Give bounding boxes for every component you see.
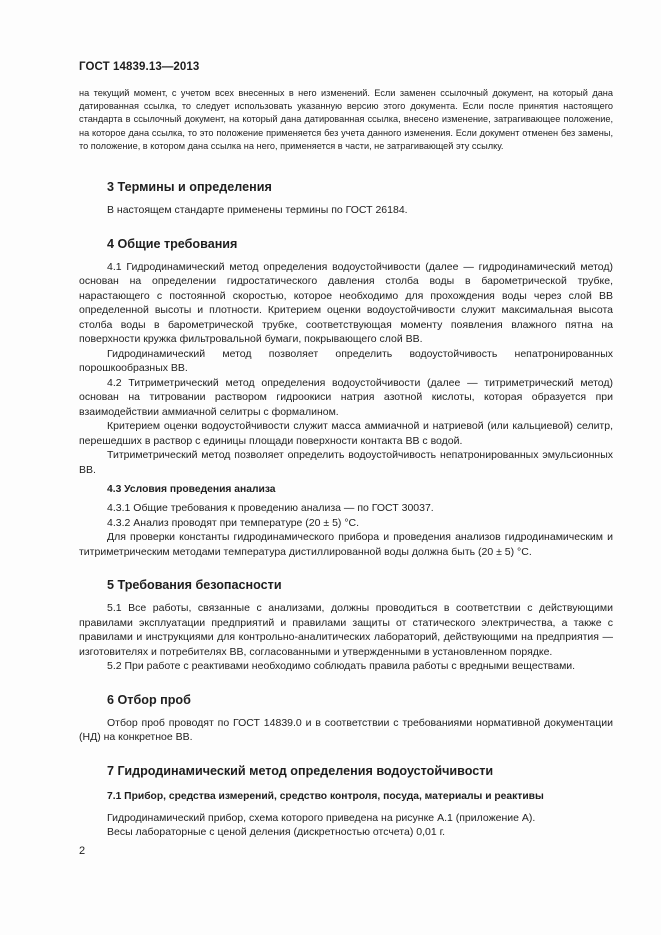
paragraph-5-1: 5.1 Все работы, связанные с анализами, должны проводиться в соответствии с действующими правилами эксплуатации предприятий и правилами защиты от статического электричества, а также с правилами и инструкциями для контрольно-аналитических лабораторий, действующими на предприятия — изготовителях и потребителях ВВ, согласованными и утвержденными в установленном порядке. [79,602,613,658]
section-3-title: 3 Термины и определения [107,180,272,195]
subsection-7-1-title: 7.1 Прибор, средства измерений, средство контроля, посуда, материалы и реактивы [107,790,544,802]
section-3-paragraph: В настоящем стандарте применены термины по ГОСТ 26184. [107,204,408,217]
paragraph-4-3-1: 4.3.1 Общие требования к проведению анализа — по ГОСТ 30037. [107,502,434,515]
section-6-paragraph: Отбор проб проводят по ГОСТ 14839.0 и в соответствии с требованиями нормативной документации (НД) на конкретное ВВ. [79,716,613,744]
paragraph-4-2-criterion: Критерием оценки водоустойчивости служит масса аммиачной и натриевой (или кальциевой) селитр, перешедших в раствор с единицы площади поверхности контакта ВВ с водой. [79,420,613,447]
paragraph-4-2-titri: Титриметрический метод позволяет определить водоустойчивость непатронированных эмульсионных ВВ. [79,449,613,476]
paragraph-4-1-hydro: Гидродинамический метод позволяет определить водоустойчивость непатронированных порошкообразных ВВ. [79,347,613,375]
paragraph-7-1-device: Гидродинамический прибор, схема которого приведена на рисунке А.1 (приложение А). [107,811,536,824]
paragraph-4-1: 4.1 Гидродинамический метод определения водоустойчивости (далее — гидродинамический метод) основан на определении гидростатического давления столба воды в барометрической трубке, нарастающего с постоянной скоростью, которое необходимо для прохождения воды через слой ВВ определенной высоты и плотности. Критерием оценки водоустойчивости служит максимальная высота столба воды в барометрической трубке, соответствующая моменту появления влажного пятна на поверхности кружка фильтровальной бумаги, покрывающего слой ВВ. [79,260,613,346]
section-4-title: 4 Общие требования [107,236,238,251]
section-7-title: 7 Гидродинамический метод определения водоустойчивости [107,763,494,778]
page-number: 2 [79,845,86,857]
intro-paragraph: на текущий момент, с учетом всех внесенных в него изменений. Если заменен ссылочный документ, на который дана датированная ссылка, то следует использовать указанную версию этого документа. Если после принятия настоящего стандарта в ссылочный документ, на который дана датированная ссылка, внесено изменение, затрагивающее положение, на которое дана ссылка, то это положение применяется без учета данного изменения. Если документ отменен без замены, то положение, в котором дана ссылка на него, применяется в части, не затрагивающей эту ссылку. [79,88,613,151]
document-body [79,87,613,840]
paragraph-4-3-2: 4.3.2 Анализ проводят при температуре (20 ± 5) °С. [107,516,360,529]
subsection-4-3-title: 4.3 Условия проведения анализа [107,484,276,496]
paragraph-5-2: 5.2 При работе с реактивами необходимо соблюдать правила работы с вредными веществами. [107,660,576,673]
section-5-title: 5 Требования безопасности [107,578,282,593]
paragraph-7-1-scales: Весы лабораторные с ценой деления (дискретностью отсчета) 0,01 г. [107,826,446,839]
paragraph-4-2: 4.2 Титриметрический метод определения водоустойчивости (далее — титриметрический метод) основан на титровании раствором гидроокиси натрия азотной кислоты, которая образуется при взаимодействии аммиачной селитры с формалином. [79,376,613,418]
section-6-title: 6 Отбор проб [107,692,191,707]
paragraph-4-3-2-temp: Для проверки константы гидродинамического прибора и проведения анализов гидродинамическим и титриметрическим методами температура дистиллированной воды должна быть (20 ± 5) °С. [79,531,613,558]
document-header: ГОСТ 14839.13—2013 [79,61,200,73]
